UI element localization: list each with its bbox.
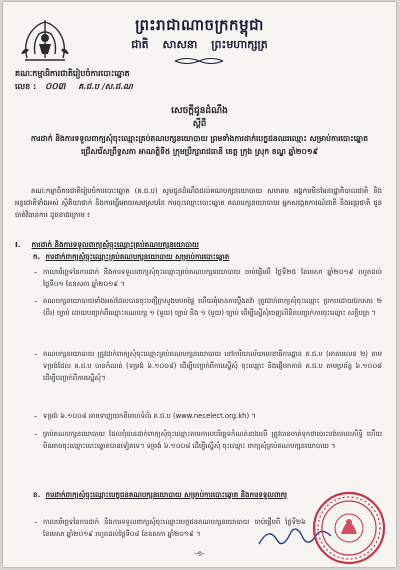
list-item xyxy=(34,410,382,422)
bullet-icon: – xyxy=(34,518,38,526)
bullet-text: កាលបរិច្ឆេទនៃការដាក់ និងការទទួលពាក្យសុំចុះឈ្មោះគ្រប់គណបក្សនយោបាយ ចាប់ផ្តើមពី ថ្ងៃទី២៥ ខែមេសា ឆ្នាំ២០១៩ រហូតដល់ថ្ងៃទី០១ ខែឧសភា ឆ្នាំ២០១៩ ។ xyxy=(43,268,382,289)
reference-number: ០០៣ xyxy=(45,82,66,92)
reference-code: គ.ជ.ប /ស.ជ.ណ xyxy=(78,81,133,91)
national-motto: ជាតិ សាសនា ព្រះមហាក្សត្រ xyxy=(131,38,268,51)
bullet-text: គណបក្សនយោបាយទាំងអស់ដែលបានចុះបញ្ជីក្រសួងមហាផ្ទៃ ហើយពុំមានការប្តឹងតវ៉ា ត្រូវដាក់ពាក្យសុំចុះឈ្មោះ ប្រកបដោយឯកសារ ២ (ពីរ) ច្បាប់ ដោយបញ្ជាក់ពីឈ្មោះគណបក្ស ១ (មួយ) ច្បាប់ និង ១ (មួយ) ច្បាប់ ដើម្បីស្នើសុំចេញលិខិតបញ្ជាក់ការចុះឈ្មោះ សក្តិបត្រ ។ xyxy=(43,297,382,318)
subsection-a-title: ការដាក់ពាក្យសុំចុះឈ្មោះគ្រប់គណបក្សនយោបាយ សម្រាប់ការបោះឆ្នោត xyxy=(45,253,230,261)
page-number: -១- xyxy=(194,550,205,558)
list-item xyxy=(34,428,382,452)
document-title: សេចក្តីជូនដំណឹង xyxy=(171,106,228,116)
bullet-icon: – xyxy=(34,412,38,420)
intro-paragraph: គណៈកម្មាធិការជាតិរៀបចំការបោះឆ្នោត (គ.ជ.ប) សូមជូនដំណឹងដល់គណបក្សនយោបាយ សមាគម អង្គការមិនមែនរដ្ឋាភិបាលជាតិ និងអន្តរជាតិទាំងអស់ ស្ថិតិយាជាក់ និងការធ្វើអោយសមស្របនៃ ការចុះឈ្មោះបោះឆ្នោត គណបក្សនយោបាយ អ្នកសង្កេតការណ៍ជាតិ និងអន្តរជាតិ ជូនចាត់វិធានការ ដូចខាងក្រោម ៖ xyxy=(15,187,382,220)
subsection-b-letter: ខ. xyxy=(33,491,41,499)
bullet-icon: – xyxy=(34,350,38,358)
subsection-a-heading xyxy=(33,252,382,263)
bullet-text: គ្រប់គណបក្សនយោបាយ ដែលពុំបានដាក់ពាក្យសុំចុះឈ្មោះតាមកាលបរិច្ឆេទកំណត់ខាងលើ ត្រូវបានចាត់ទុកថាបោះបង់ចោលសិទ្ធិ ហើយមិនអាចចុះឈ្មោះបោះឆ្នោតបានទៀតទេ។ ទម្រង់ ៦.១០០៨ ដើម្បីស្នើសុំ ចុះឈ្មោះ ពាក្យសុំគ្រប់គណបក្សនយោបាយ ។ xyxy=(43,430,382,451)
issuing-organization: គណៈកម្មាធិការជាតិរៀបចំការបោះឆ្នោត xyxy=(15,69,130,78)
document-about: ស្តីពី xyxy=(192,119,207,129)
list-item xyxy=(34,348,382,385)
document-subject: ការដាក់ និងការទទួលពាក្យសុំចុះឈ្មោះគ្រប់គណបក្សនយោបាយ ព្រមទាំងការដាក់បេក្ខជនឈរឈ្មោះ សម្រាប់ការបោះឆ្នោតជ្រើសរើសព្រឹទ្ធសភា អាណត្តិទី៥ ក្រុមប្រឹក្សារាជធានី ខេត្ត ក្រុង ស្រុក ខណ្ឌ ឆ្នាំ២០១៩ xyxy=(30,134,369,156)
list-item xyxy=(34,266,382,290)
kingdom-heading: ព្រះរាជាណាចក្រកម្ពុជា xyxy=(135,16,264,34)
section-1-number: I. xyxy=(15,240,21,249)
reference-label: លេខ : xyxy=(15,82,37,91)
subsection-b-title: ការដាក់ពាក្យសុំចុះឈ្មោះបេក្ខជនគណបក្សនយោបាយ សម្រាប់ការបោះឆ្នោត និងការទទួលពាក្យ xyxy=(45,491,288,499)
bullet-text: គណបក្សនយោបាយ ត្រូវដាក់ពាក្យសុំចុះឈ្មោះគ្រប់គណបក្សនយោបាយ នៅការិយាល័យលេខាធិការដ្ឋាន គ.ជ.ប (អាគារលេខ ២) តាមទម្រង់ដែល គ.ជ.ប បានកំណត់ (ទម្រង់ ៦.១០០៨) ដើម្បីបញ្ជាក់ពីការស្នើសុំ ចុះឈ្មោះ និងផ្ញើមកកាន់ គ.ជ.ប តាមប្រព័ន្ធ ៦.១០០៨ ដើម្បីបញ្ជាក់ពីការស្នើសុំ។ xyxy=(43,350,382,383)
section-1-heading xyxy=(15,239,199,250)
subsection-b-heading xyxy=(33,490,310,501)
bullet-icon: – xyxy=(34,430,38,438)
section-1-title: ការដាក់ និងការទទួលពាក្យសុំចុះឈ្មោះគ្រប់គណបក្សនយោបាយ xyxy=(31,240,199,249)
list-item xyxy=(34,295,382,319)
bullet-text: ទម្រង់ ៦.១០០៨ អាចទាញយកពីគេហទំព័រ គ.ជ.ប (www.necelect.org.kh) ។ xyxy=(43,412,256,420)
bullet-icon: – xyxy=(34,297,38,305)
bullet-icon: – xyxy=(34,268,38,276)
bullet-text: កាលបរិច្ឆេទនៃការដាក់ និងការទទួលពាក្យសុំចុះឈ្មោះបេក្ខជនគណបក្សនយោបាយ ចាប់ផ្តើមពី ថ្ងៃទី២៦ ខែមេសា ឆ្នាំ២០១៩ រហូតដល់ថ្ងៃទី០៨ ខែឧសភា ឆ្នាំ២០១៩ ។ xyxy=(43,518,306,539)
document-page xyxy=(3,2,396,567)
reference-line xyxy=(15,81,133,94)
subsection-a-letter: ក. xyxy=(33,253,41,261)
ornament-divider-icon xyxy=(173,56,225,66)
